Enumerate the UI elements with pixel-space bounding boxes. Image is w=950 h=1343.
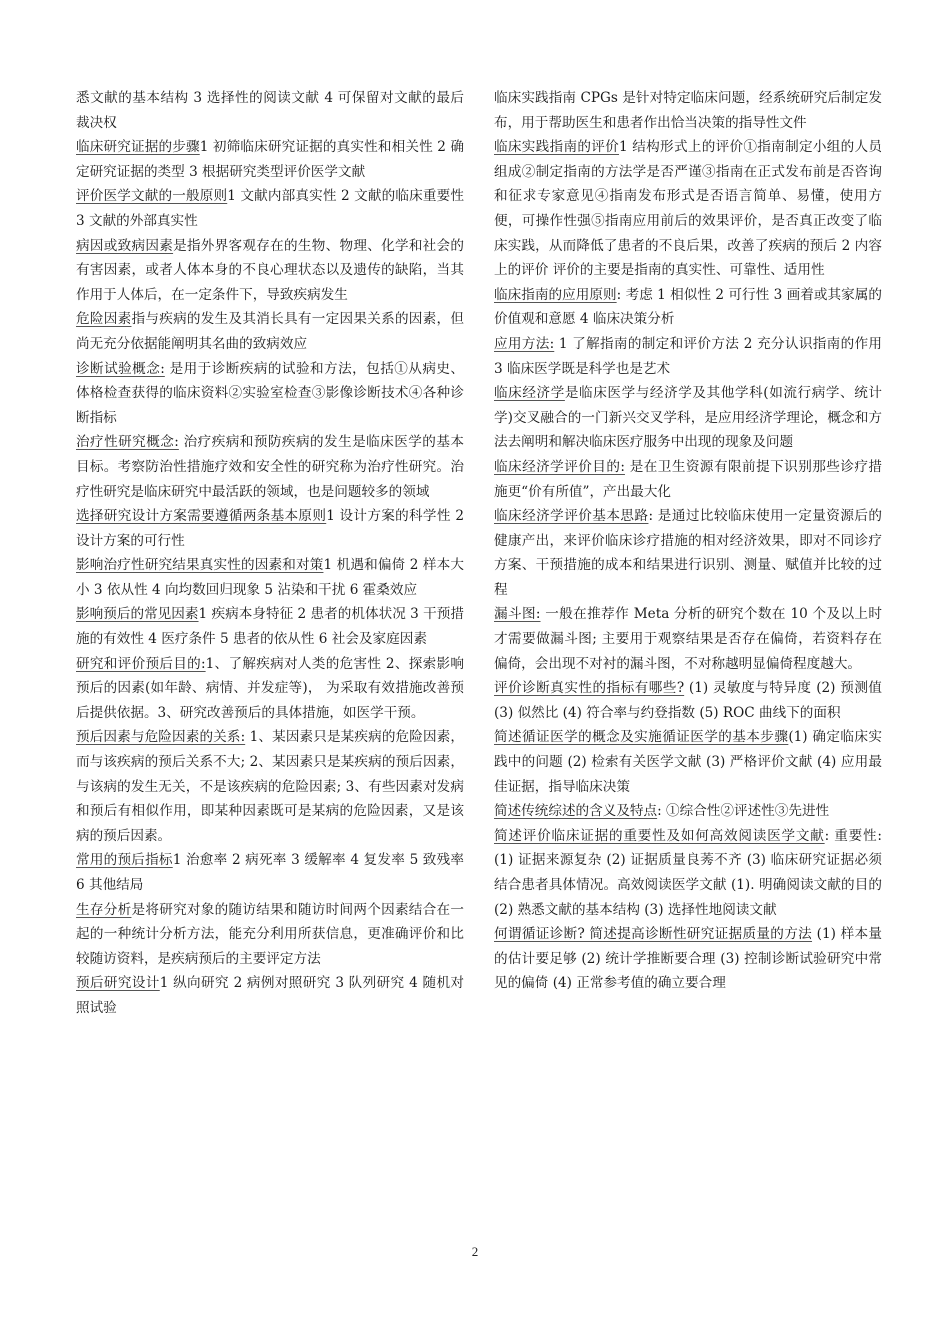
- right-column: [494, 86, 882, 996]
- left-column: [76, 86, 464, 1021]
- paragraph-body: 是用于诊断疾病的试验和方法，包括①从病史、体格检查获得的临床资料②实验室检查③影像诊断技术④各种诊断指标: [76, 360, 464, 426]
- paragraph-term: 选择研究设计方案需要遵循两条基本原则: [76, 508, 327, 525]
- paragraph-body: 1 文献内部真实性 2 文献的临床重要性 3 文献的外部真实性: [76, 188, 464, 229]
- paragraph-term: 评价诊断真实性的指标有哪些?: [494, 680, 685, 697]
- paragraph: [494, 725, 882, 799]
- paragraph-term: 危险因素: [76, 311, 132, 328]
- paragraph: [494, 676, 882, 725]
- paragraph: [494, 381, 882, 455]
- paragraph: [494, 135, 882, 283]
- paragraph: [76, 725, 464, 848]
- paragraph-body: 是在卫生资源有限前提下识别那些诊疗措施更“价有所值”，产出最大化: [494, 458, 882, 500]
- paragraph: [76, 504, 464, 553]
- paragraph: [494, 922, 882, 996]
- paragraph-term: 预后因素与危险因素的关系:: [76, 729, 246, 746]
- paragraph: [76, 848, 464, 897]
- paragraph-body: 1、某因素只是某疾病的危险因素，而与该疾病的预后关系不大; 2、某因素只是某疾病的预后因素，与该病的发生无关，不是该疾病的危险因素; 3、有些因素对发病和预后有相似作用，即某种因素既可是某病的危险因素，又是该病的预后因素。: [76, 729, 464, 844]
- paragraph-body: : 重要性: (1) 证据来源复杂 (2) 证据质量良莠不齐 (3) 临床研究证据必须结合患者具体情况。高效阅读医学文献 (1). 明确阅读文献的目的 (2) 熟悉文献的基本结构 (3) 选择性地阅读文献: [494, 827, 883, 918]
- paragraph-body: : 考虑 1 相似性 2 可行性 3 画着或其家属的价值观和意愿 4 临床决策分析: [494, 286, 882, 328]
- paragraph-term: 简述传统综述的含义及特点: [494, 803, 658, 820]
- paragraph-body: 是临床医学与经济学及其他学科(如流行病学、统计学)交叉融合的一门新兴交叉学科，是应用经济学理论，概念和方法去阐明和解决临床医疗服务中出现的现象及问题: [494, 385, 882, 451]
- paragraph-term: 临床经济学评价基本思路: [494, 508, 649, 525]
- paragraph-body: 是将研究对象的随访结果和随访时间两个因素结合在一起的一种统计分析方法，能充分利用所获信息，更准确评价和比较随访资料，是疾病预后的主要评定方法: [76, 901, 464, 967]
- paragraph-term: 病因或致病因素: [76, 237, 174, 254]
- paragraph-body: 1 纵向研究 2 病例对照研究 3 队列研究 4 随机对照试验: [76, 975, 465, 1016]
- paragraph: [76, 184, 464, 233]
- paragraph: [494, 455, 882, 504]
- paragraph-body: 1 疾病本身特征 2 患者的机体状况 3 干预措施的有效性 4 医疗条件 5 患者的依从性 6 社会及家庭因素: [76, 606, 464, 648]
- paragraph-body: (1) 样本量的估计要足够 (2) 统计学推断要合理 (3) 控制诊断试验研究中常见的偏倚 (4) 正常参考值的确立要合理: [494, 926, 882, 992]
- paragraph: [494, 602, 882, 676]
- paragraph: [76, 652, 464, 726]
- paragraph-body: 临床实践指南 CPGs 是针对特定临床问题，经系统研究后制定发布，用于帮助医生和患者作出恰当决策的指导性文件: [494, 90, 882, 131]
- paragraph-term: 治疗性研究概念:: [76, 434, 179, 451]
- paragraph-body: 1 治愈率 2 病死率 3 缓解率 4 复发率 5 致残率 6 其他结局: [76, 852, 464, 893]
- paragraph-body: 1、了解疾病对人类的危害性 2、探索影响预后的因素(如年龄、病情、并发症等)， 为采取有效措施改善预后提供依据。3、研究改善预后的具体措施，如医学干预。: [76, 655, 464, 721]
- paragraph-term: 简述循证医学的概念及实施循证医学的基本步骤: [494, 729, 789, 746]
- paragraph-term: 临床研究证据的步骤: [76, 139, 200, 156]
- paragraph-body: 1 机遇和偏倚 2 样本大小 3 依从性 4 向均数回归现象 5 沾染和干扰 6 霍桑效应: [76, 557, 464, 598]
- paragraph-term: 何谓循证诊断? 简述提高诊断性研究证据质量的方法: [494, 926, 813, 943]
- paragraph: [494, 332, 882, 381]
- paragraph-term: 研究和评价预后目的:: [76, 655, 206, 672]
- paragraph-body: 治疗疾病和预防疾病的发生是临床医学的基本目标。考察防治性措施疗效和安全性的研究称为治疗性研究。治疗性研究是临床研究中最活跃的领域，也是问题较多的领域: [76, 434, 464, 500]
- paragraph-body: 1 结构形式上的评价①指南制定小组的人员组成②制定指南的方法学是否严谨③指南在正式发布前是否咨询和征求专家意见④指南发布形式是否语言简单、易懂，使用方便，可操作性强⑤指南应用前后的效果评价，是否真正改变了临床实践，从而降低了患者的不良后果，改善了疾病的预后 2 内容上的评价 评价的主要是指南的真实性、可靠性、适用性: [494, 139, 883, 279]
- paragraph-term: 应用方法:: [494, 335, 555, 352]
- paragraph-term: 影响治疗性研究结果真实性的因素和对策: [76, 557, 324, 574]
- paragraph-body: 一般在推荐作 Meta 分析的研究个数在 10 个及以上时才需要做漏斗图; 主要用于观察结果是否存在偏倚，若资料存在偏倚，会出现不对衬的漏斗图，不对称越明显偏倚程度越大。: [494, 606, 882, 672]
- paragraph-body: 1 初筛临床研究证据的真实性和相关性 2 确定研究证据的类型 3 根据研究类型评价医学文献: [76, 139, 465, 180]
- paragraph: [494, 86, 882, 135]
- paragraph-body: (1) 灵敏度与特异度 (2) 预测值 (3) 似然比 (4) 符合率与约登指数 (5) ROC 曲线下的面积: [494, 680, 882, 721]
- paragraph: [76, 971, 464, 1020]
- paragraph: [76, 234, 464, 308]
- paragraph-body: 1 设计方案的科学性 2 设计方案的可行性: [76, 508, 464, 549]
- paragraph: [494, 504, 882, 602]
- paragraph-body: 指与疾病的发生及其消长具有一定因果关系的因素，但尚无充分依据能阐明其名曲的致病效应: [76, 311, 464, 352]
- paragraph-term: 生存分析: [76, 901, 132, 918]
- paragraph-term: 临床经济学评价目的:: [494, 458, 625, 475]
- paragraph-term: 诊断试验概念:: [76, 360, 165, 377]
- paragraph-term: 影响预后的常见因素: [76, 606, 199, 623]
- paragraph-body: 悉文献的基本结构 3 选择性的阅读文献 4 可保留对文献的最后裁决权: [76, 90, 464, 131]
- paragraph: [494, 824, 882, 922]
- paragraph-body: 是指外界客观存在的生物、物理、化学和社会的有害因素，或者人体本身的不良心理状态以及遗传的缺陷，当其作用于人体后，在一定条件下，导致疾病发生: [76, 237, 465, 303]
- paragraph: [494, 283, 882, 332]
- paragraph-term: 漏斗图:: [494, 606, 541, 623]
- paragraph-body: 1 了解指南的制定和评价方法 2 充分认识指南的作用 3 临床医学既是科学也是艺术: [494, 335, 882, 377]
- paragraph-term: 常用的预后指标: [76, 852, 173, 869]
- paragraph: [76, 307, 464, 356]
- paragraph-term: 临床指南的应用原则: [494, 286, 617, 303]
- paragraph-term: 预后研究设计: [76, 975, 160, 992]
- paragraph: [76, 86, 464, 135]
- paragraph-body: : ①综合性②评述性③先进性: [657, 803, 830, 820]
- paragraph-term: 评价医学文献的一般原则: [76, 188, 228, 205]
- paragraph-body: : 是通过比较临床使用一定量资源后的健康产出，来评价临床诊疗措施的相对经济效果，即对不同诊疗方案、干预措施的成本和结果进行识别、测量、赋值并比较的过程: [494, 508, 883, 598]
- paragraph: [76, 553, 464, 602]
- paragraph-body: (1) 确定临床实践中的问题 (2) 检索有关医学文献 (3) 严格评价文献 (4) 应用最佳证据，指导临床决策: [494, 729, 883, 795]
- paragraph-term: 临床经济学: [494, 385, 565, 402]
- paragraph-term: 临床实践指南的评价: [494, 139, 620, 156]
- paragraph: [494, 799, 882, 824]
- paragraph: [76, 357, 464, 431]
- page-number: 2: [471, 1244, 479, 1259]
- paragraph: [76, 135, 464, 184]
- paragraph: [76, 602, 464, 651]
- paragraph: [76, 898, 464, 972]
- paragraph-term: 简述评价临床证据的重要性及如何高效阅读医学文献: [494, 827, 825, 844]
- paragraph: [76, 430, 464, 504]
